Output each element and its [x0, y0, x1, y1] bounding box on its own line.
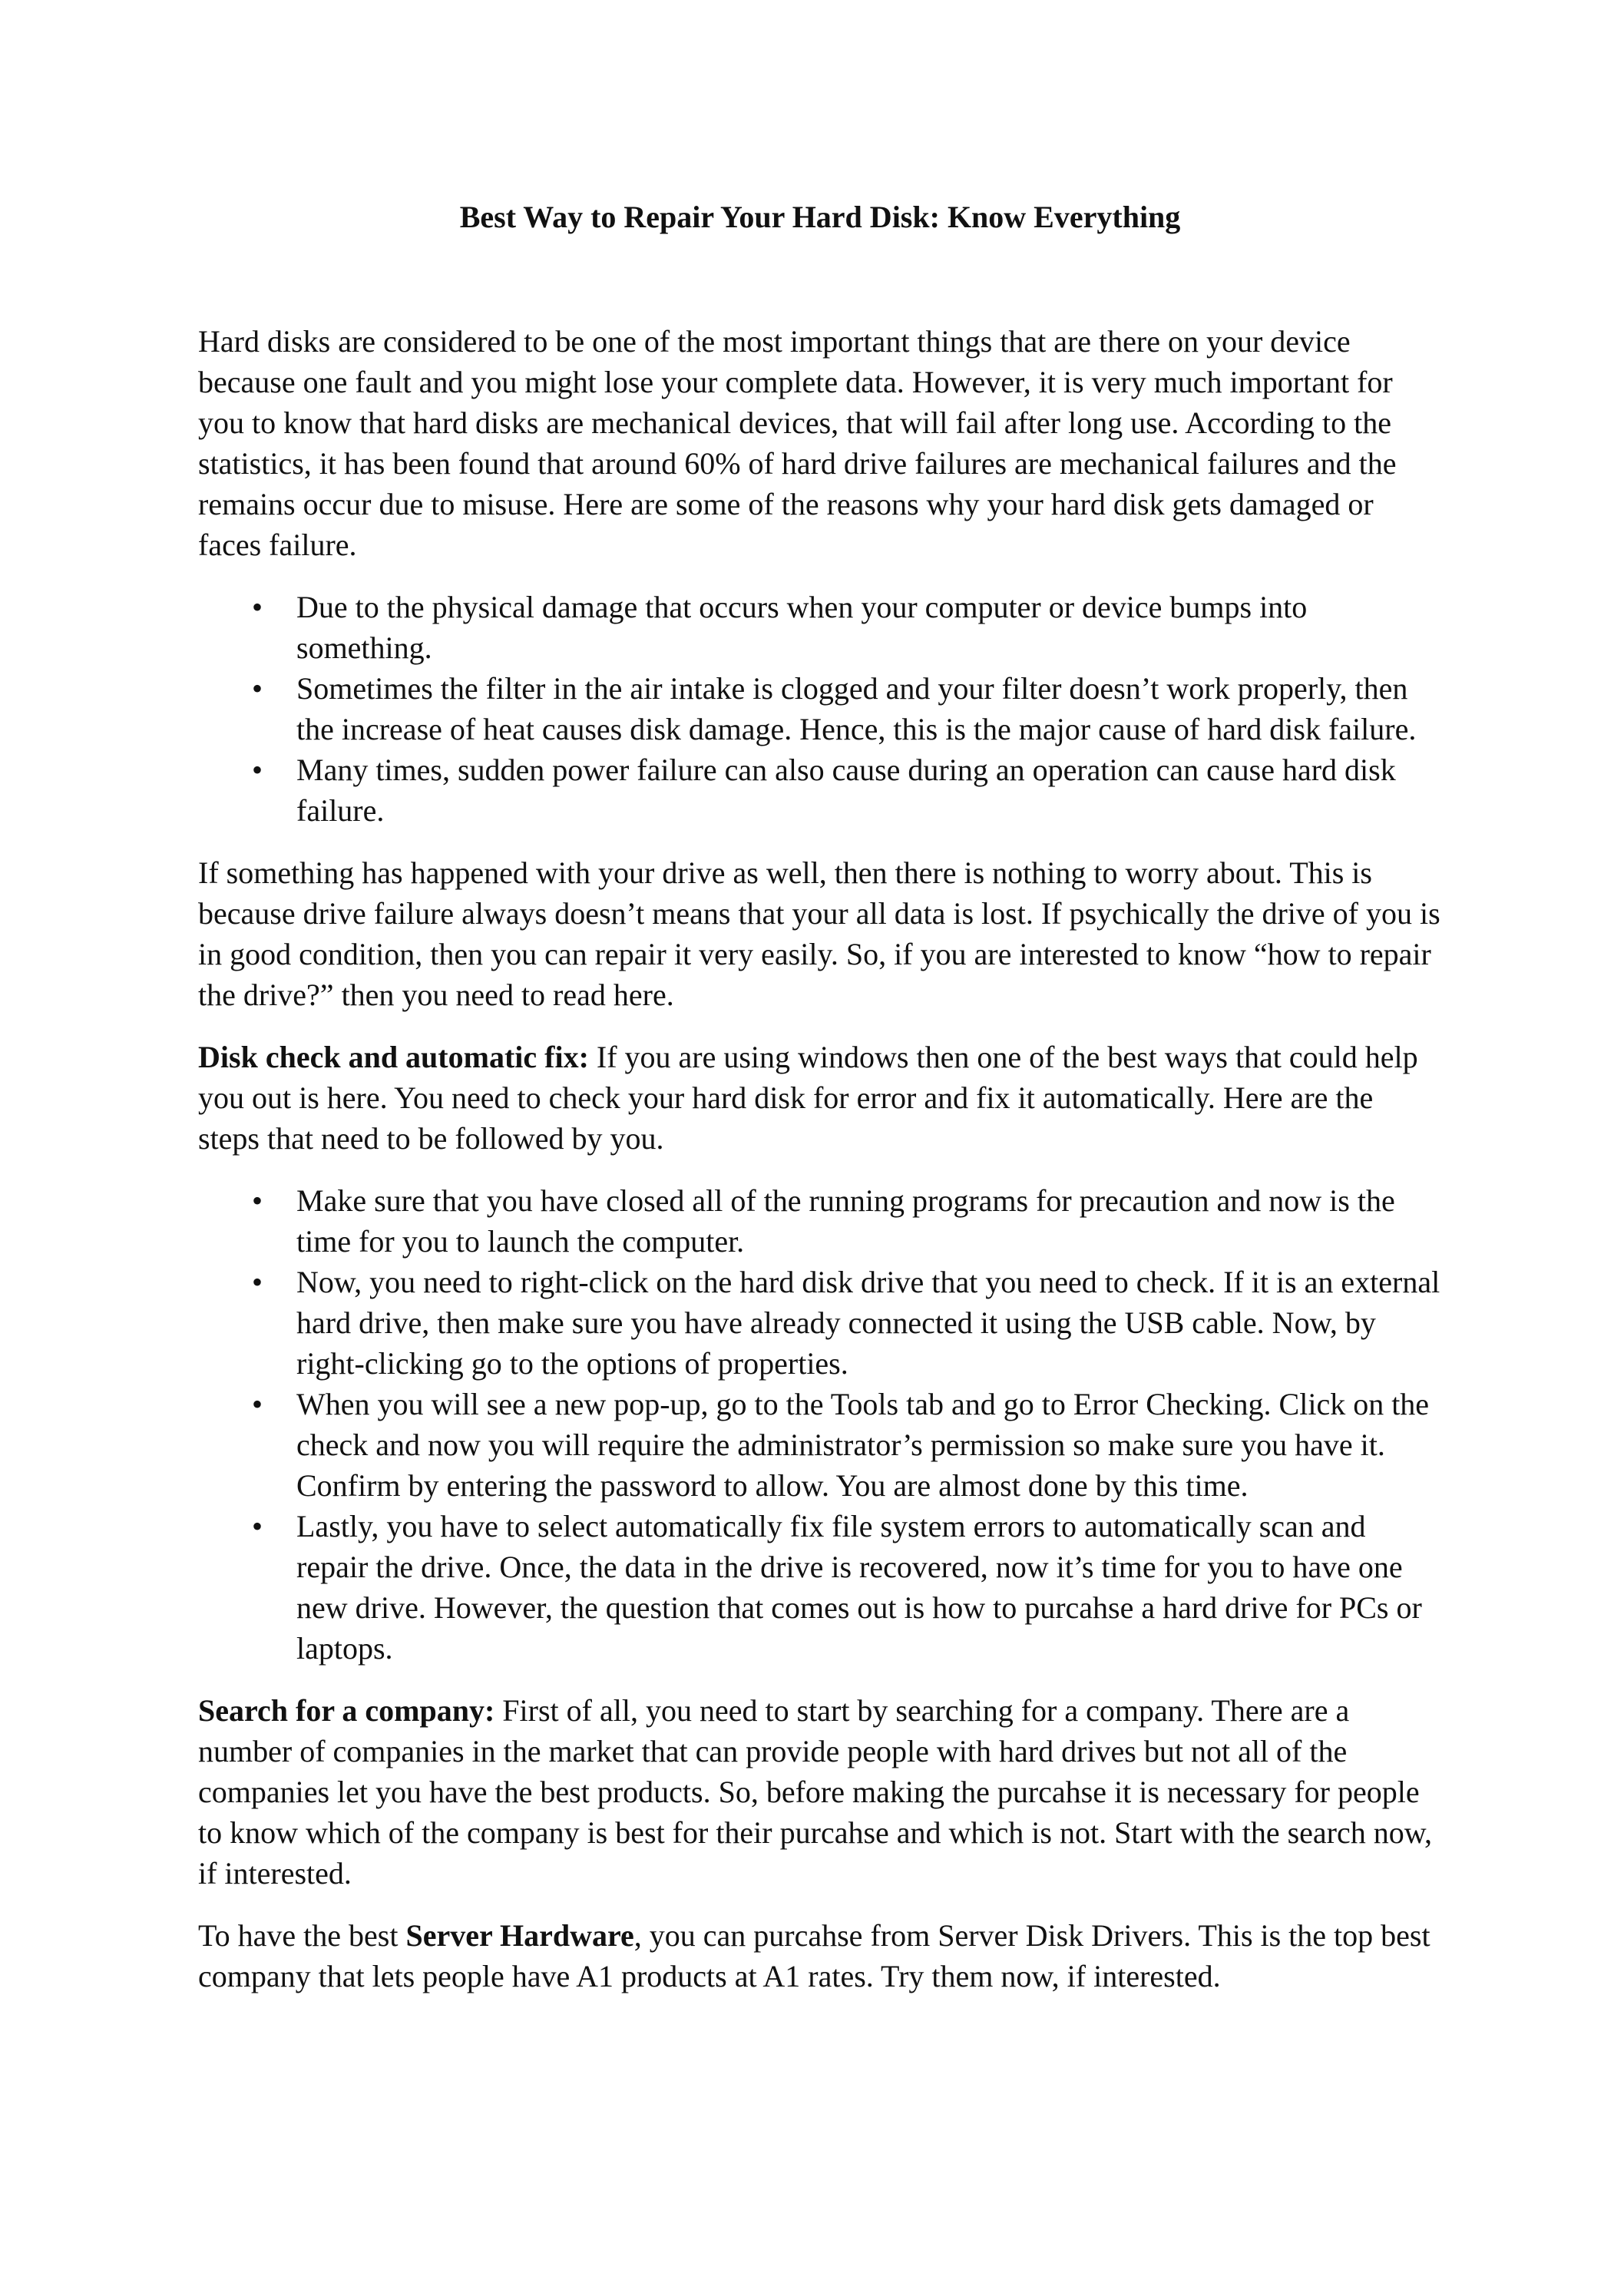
- list-item: [198, 1506, 1442, 1669]
- bullet-icon: •: [252, 1387, 263, 1421]
- list-item: [198, 1262, 1442, 1384]
- server-hardware-emphasis: Server Hardware: [405, 1918, 634, 1953]
- list-item: [198, 668, 1442, 749]
- list-item-text: When you will see a new pop-up, go to the Tools tab and go to Error Checking. Click on the check and now you will require the administrator’s permission so make sure you have it. Confirm by entering the password to allow. You are almost done by this time.: [296, 1387, 1430, 1503]
- bullet-icon: •: [252, 753, 263, 787]
- bullet-icon: •: [252, 671, 263, 706]
- bullet-icon: •: [252, 1183, 263, 1218]
- search-company-text: First of all, you need to start by searching for a company. There are a number of companies in the market that can provide people with hard drives but not all of the companies let you have the best products. So, before making the purcahse it is necessary for people to know which of the company is best for their purcahse and which is not. Start with the search now, if interested.: [198, 1693, 1433, 1891]
- closing-text-before: To have the best: [198, 1918, 406, 1953]
- disk-check-text: If you are using windows then one of the best ways that could help you out is here. You need to check your hard disk for error and fix it automatically. Here are the steps that need to be followed by you.: [198, 1040, 1418, 1156]
- search-company-paragraph: [198, 1690, 1442, 1894]
- list-item: [198, 1384, 1442, 1506]
- list-item: [198, 749, 1442, 831]
- list-item: [198, 587, 1442, 668]
- bullet-icon: •: [252, 1509, 263, 1543]
- closing-paragraph: [198, 1915, 1442, 1997]
- list-item-text: Due to the physical damage that occurs when your computer or device bumps into something.: [296, 590, 1308, 665]
- bullet-icon: •: [252, 1265, 263, 1299]
- document-title: Best Way to Repair Your Hard Disk: Know Everything: [459, 200, 1181, 234]
- reassurance-paragraph: If something has happened with your drive as well, then there is nothing to worry about. This is because drive failure always doesn’t means that your all data is lost. If psychically the drive of you is in good condition, then you can repair it very easily. So, if you are interested to know “how to repair the drive?” then you need to read here.: [198, 855, 1440, 1012]
- closing-text-after: , you can purcahse from Server Disk Drivers. This is the top best company that lets people have A1 products at A1 rates. Try them now, if interested.: [198, 1918, 1431, 1993]
- search-company-heading: Search for a company:: [198, 1693, 495, 1728]
- list-item-text: Many times, sudden power failure can also cause during an operation can cause hard disk failure.: [296, 753, 1396, 828]
- list-item: [198, 1180, 1442, 1262]
- failure-reasons-list: [198, 587, 1442, 831]
- disk-check-paragraph: [198, 1037, 1442, 1159]
- list-item-text: Lastly, you have to select automatically fix file system errors to automatically scan and repair the drive. Once, the data in the drive is recovered, now it’s time for you to have one new drive. However, the question that comes out is how to purcahse a hard drive for PCs or laptops.: [296, 1509, 1422, 1666]
- list-item-text: Make sure that you have closed all of the running programs for precaution and now is the time for you to launch the computer.: [296, 1183, 1395, 1259]
- disk-check-steps-list: [198, 1180, 1442, 1669]
- bullet-icon: •: [252, 590, 263, 624]
- list-item-text: Sometimes the filter in the air intake is clogged and your filter doesn’t work properly, then the increase of heat causes disk damage. Hence, this is the major cause of hard disk failure.: [296, 671, 1417, 746]
- document-body: [198, 321, 1442, 2018]
- list-item-text: Now, you need to right-click on the hard disk drive that you need to check. If it is an external hard drive, then make sure you have already connected it using the USB cable. Now, by right-clicking go to the options of properties.: [296, 1265, 1440, 1381]
- intro-paragraph: Hard disks are considered to be one of the most important things that are there on your device because one fault and you might lose your complete data. However, it is very much important for you to know that hard disks are mechanical devices, that will fail after long use. According to the statistics, it has been found that around 60% of hard drive failures are mechanical failures and the remains occur due to misuse. Here are some of the reasons why your hard disk gets damaged or faces failure.: [198, 324, 1397, 562]
- disk-check-heading: Disk check and automatic fix:: [198, 1040, 589, 1074]
